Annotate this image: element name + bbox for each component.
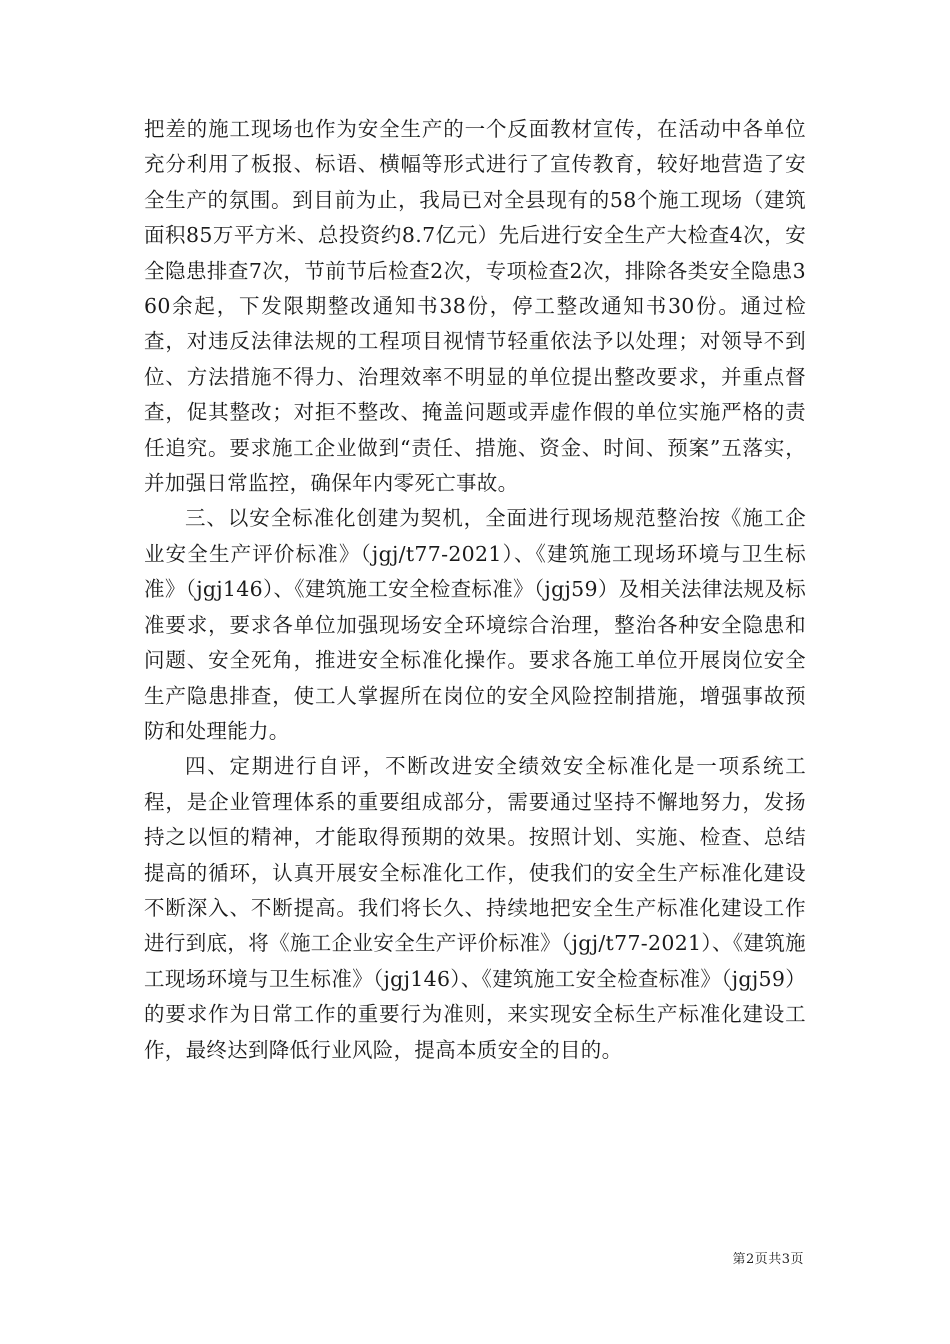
document-body (144, 112, 806, 1068)
paragraph-section-four: 四、定期进行自评，不断改进安全绩效安全标准化是一项系统工程，是企业管理体系的重要组成部分，需要通过坚持不懈地努力，发扬持之以恒的精神，才能取得预期的效果。按照计划、实施、检查、总结提高的循环，认真开展安全标准化工作，使我们的安全生产标准化建设不断深入、不断提高。我们将长久、持续地把安全生产标准化建设工作进行到底，将《施工企业安全生产评价标准》（jgj/t77-2021）、《建筑施工现场环境与卫生标准》（jgj146）、《建筑施工安全检查标准》（jgj59）的要求作为日常工作的重要行为准则，来实现安全标生产标准化建设工作，最终达到降低行业风险，提高本质安全的目的。 (144, 754, 806, 1062)
paragraph-continuation: 把差的施工现场也作为安全生产的一个反面教材宣传，在活动中各单位充分利用了板报、标语、横幅等形式进行了宣传教育，较好地营造了安全生产的氛围。到目前为止，我局已对全县现有的58个施工现场（建筑面积85万平方米、总投资约8.7亿元）先后进行安全生产大检查4次，安全隐患排查7次，节前节后检查2次，专项检查2次，排除各类安全隐患360余起，下发限期整改通知书38份，停工整改通知书30份。通过检查，对违反法律法规的工程项目视情节轻重依法予以处理；对领导不到位、方法措施不得力、治理效率不明显的单位提出整改要求，并重点督查，促其整改；对拒不整改、掩盖问题或弄虚作假的单位实施严格的责任追究。要求施工企业做到“责任、措施、资金、时间、预案”五落实，并加强日常监控，确保年内零死亡事故。 (144, 117, 806, 496)
paragraph-section-three: 三、以安全标准化创建为契机，全面进行现场规范整治按《施工企业安全生产评价标准》（jgj/t77-2021）、《建筑施工现场环境与卫生标准》（jgj146）、《建筑施工安全检查标准》（jgj59）及相关法律法规及标准要求，要求各单位加强现场安全环境综合治理，整治各种安全隐患和问题、安全死角，推进安全标准化操作。要求各施工单位开展岗位安全生产隐患排查，使工人掌握所在岗位的安全风险控制措施，增强事故预防和处理能力。 (144, 506, 806, 743)
page-number-footer: 第2页共3页 (732, 1252, 804, 1267)
